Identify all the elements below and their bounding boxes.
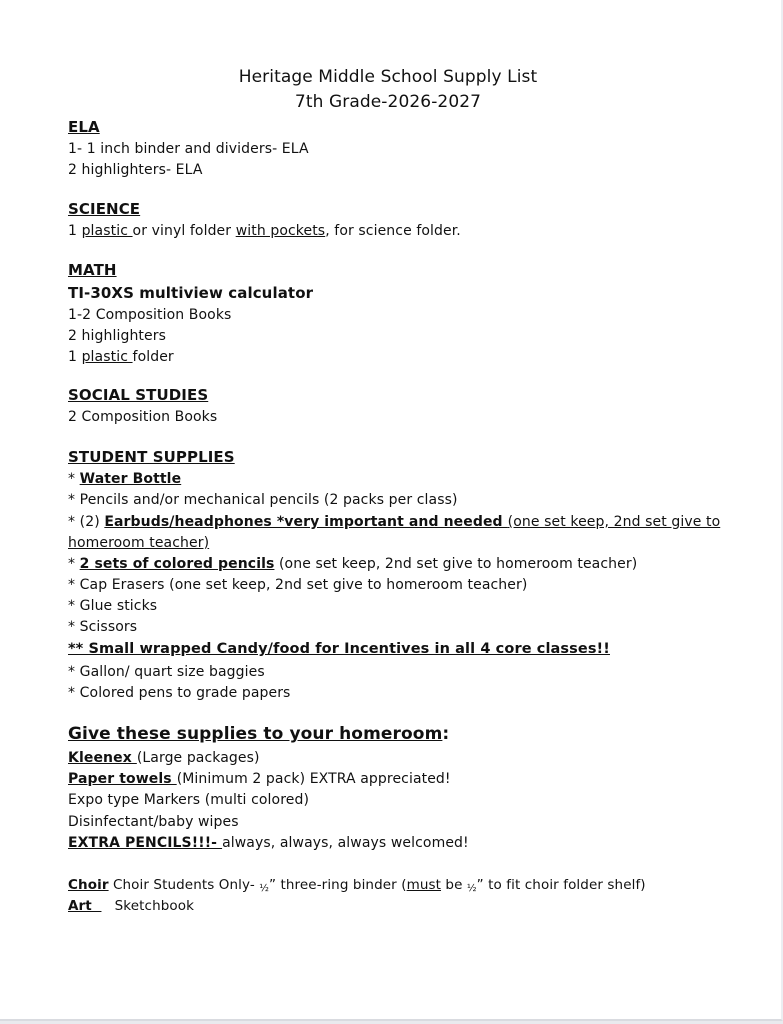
student-supplies-heading: STUDENT SUPPLIES: [68, 448, 235, 466]
homeroom-item: [68, 771, 451, 787]
math-item: [68, 349, 174, 365]
text-span: EXTRA PENCILS!!!-: [68, 835, 223, 851]
math-item: 1-2 Composition Books: [68, 307, 232, 323]
math-item: 2 highlighters: [68, 328, 166, 344]
art-line: [68, 898, 194, 914]
document-subtitle: 7th Grade-2026-2027: [294, 92, 482, 112]
text-span: always, always, always welcomed!: [222, 835, 469, 851]
text-span: with pockets: [235, 223, 326, 239]
text-span: *: [68, 556, 80, 572]
text-span: Choir: [68, 877, 109, 893]
supply-item-candy: ** Small wrapped Candy/food for Incentives in all 4 core classes!!: [68, 641, 610, 657]
supply-item: * Pencils and/or mechanical pencils (2 packs per class): [68, 492, 458, 508]
text-span: Kleenex: [68, 750, 137, 766]
homeroom-item: Disinfectant/baby wipes: [68, 814, 239, 830]
text-span: plastic: [81, 349, 133, 365]
text-span: Give these supplies to your homeroom: [68, 724, 443, 744]
supply-item: * Glue sticks: [68, 598, 158, 614]
social-studies-heading: SOCIAL STUDIES: [68, 386, 209, 404]
homeroom-item: Expo type Markers (multi colored): [68, 792, 310, 808]
text-span: (one set keep, 2nd set give to homeroom teacher): [274, 556, 638, 572]
text-span: ” three-ring binder (: [269, 877, 407, 893]
text-span: be: [441, 877, 467, 893]
supply-item: [68, 471, 181, 487]
fraction: ½: [259, 883, 270, 894]
science-item: [68, 223, 461, 239]
text-span: Water Bottle: [79, 471, 182, 487]
supply-item-continued: homeroom teacher): [68, 535, 210, 551]
ela-item: 1- 1 inch binder and dividers- ELA: [68, 141, 309, 157]
text-span: plastic: [81, 223, 133, 239]
homeroom-heading: [68, 724, 449, 744]
text-span: ” to fit choir folder shelf): [476, 877, 646, 893]
text-span: Earbuds/headphones *very important and needed: [104, 514, 508, 530]
text-span: (one set keep, 2nd set give to: [507, 514, 721, 530]
science-heading: SCIENCE: [68, 200, 141, 218]
ela-item: 2 highlighters- ELA: [68, 162, 203, 178]
homeroom-item: [68, 835, 469, 851]
supply-item: * Cap Erasers (one set keep, 2nd set give to homeroom teacher): [68, 577, 528, 593]
text-span: Choir Students Only-: [108, 877, 260, 893]
text-span: 2 sets of colored pencils: [79, 556, 275, 572]
supply-item: * Colored pens to grade papers: [68, 685, 291, 701]
math-item: TI-30XS multiview calculator: [68, 284, 314, 302]
fraction: ½: [466, 883, 477, 894]
supply-item: * Scissors: [68, 619, 138, 635]
ela-heading: ELA: [68, 118, 100, 136]
social-studies-item: 2 Composition Books: [68, 409, 218, 425]
text-span: 1: [68, 223, 82, 239]
text-span: :: [442, 724, 450, 744]
text-span: *: [68, 471, 80, 487]
text-span: Sketchbook: [101, 898, 195, 914]
text-span: (Minimum 2 pack) EXTRA appreciated!: [176, 771, 451, 787]
text-span: (Large packages): [136, 750, 260, 766]
text-span: or vinyl folder: [132, 223, 236, 239]
text-span: 1: [68, 349, 82, 365]
supply-item: * Gallon/ quart size baggies: [68, 664, 265, 680]
text-span: must: [406, 877, 442, 893]
supply-item: [68, 514, 720, 530]
supply-item: [68, 556, 637, 572]
text-span: , for science folder.: [325, 223, 461, 239]
text-span: Paper towels: [68, 771, 177, 787]
choir-line: [68, 877, 646, 894]
document-title: Heritage Middle School Supply List: [238, 67, 538, 87]
text-span: folder: [132, 349, 174, 365]
text-span: Art: [68, 898, 102, 914]
text-span: * (2): [68, 514, 105, 530]
homeroom-item: [68, 750, 260, 766]
math-heading: MATH: [68, 261, 117, 279]
